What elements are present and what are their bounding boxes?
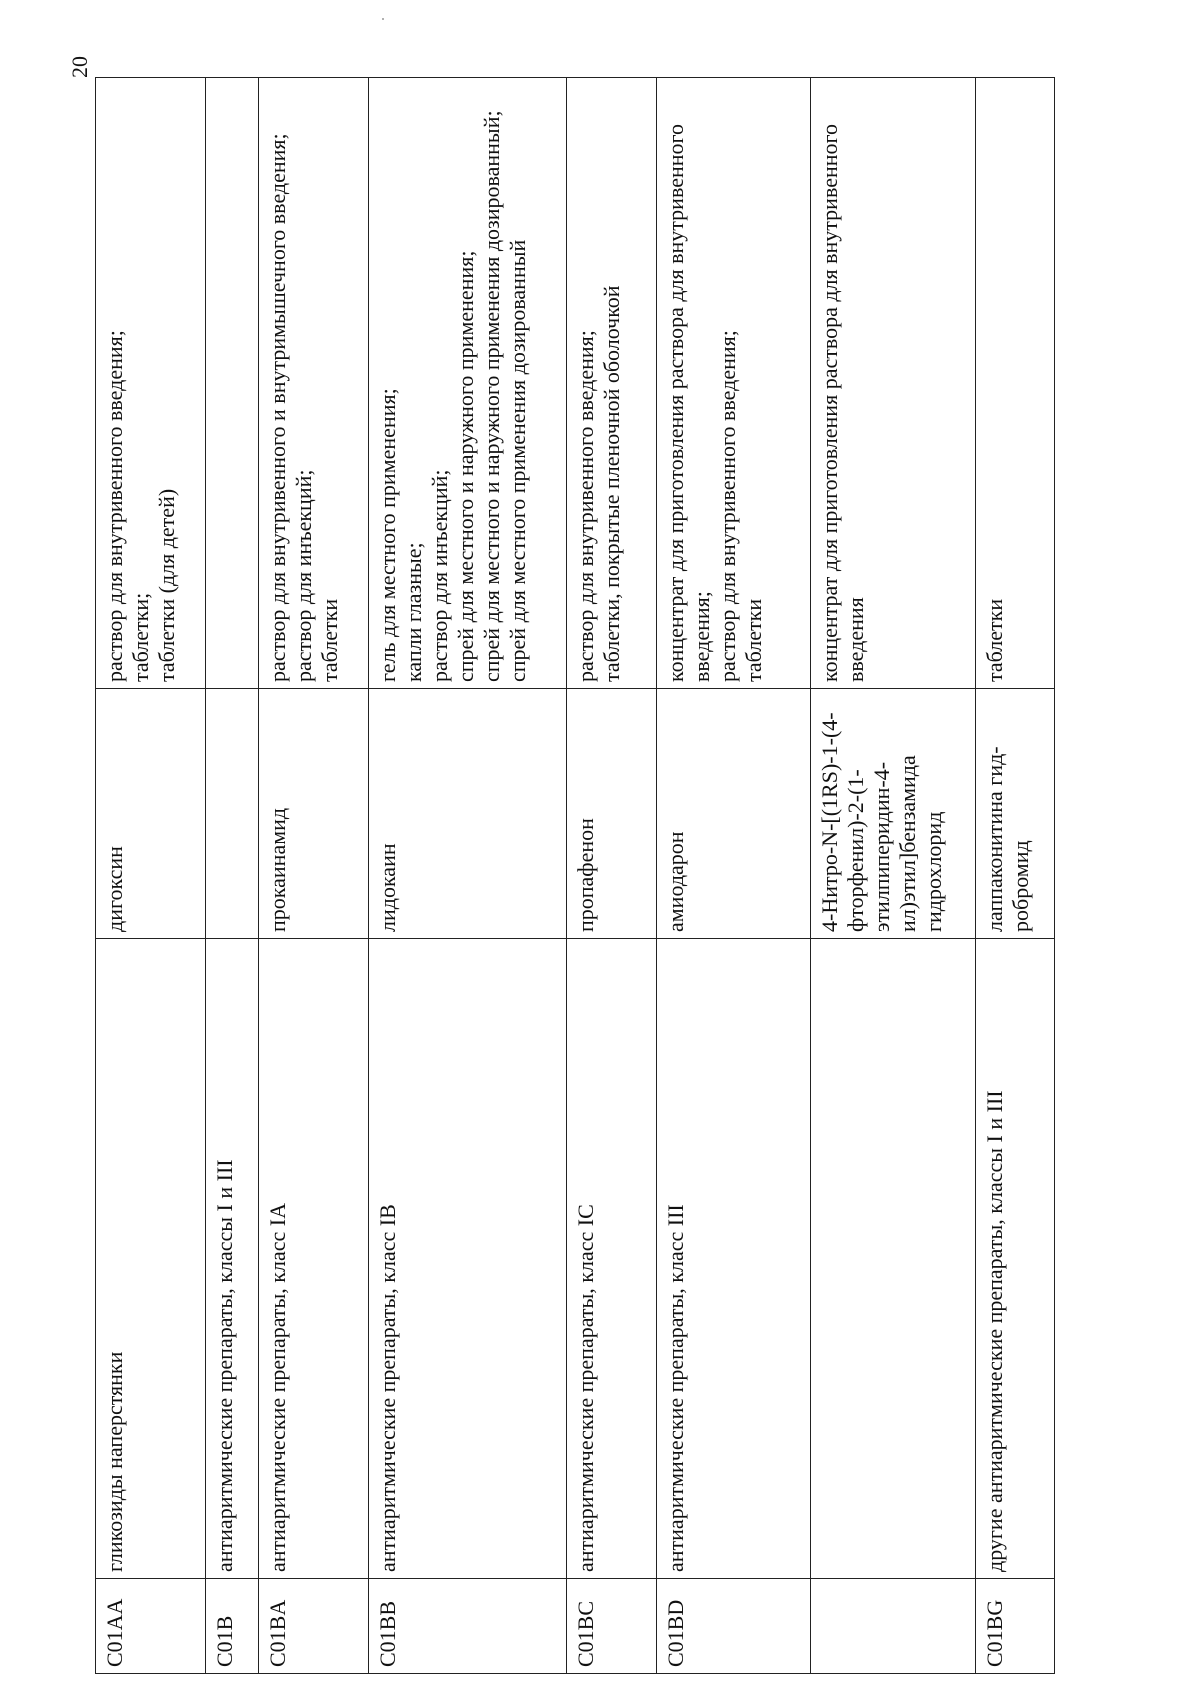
page-number: 20: [67, 56, 92, 78]
table-row: [810, 78, 975, 1674]
dosage-form-line: концентрат для приготовления раствора для внутривенного введения;: [662, 123, 714, 682]
atc-table: [95, 77, 1055, 1674]
dosage-form-line: таблетки;: [128, 592, 153, 682]
drug-name-cell: лаппаконитина гид-робромид: [975, 689, 1054, 939]
pharm-group-cell: антиаритмические препараты, класс IA: [258, 939, 368, 1579]
dosage-form-line: спрей для местного и наружного применения дозированный;: [478, 110, 504, 682]
pharm-group-cell: антиаритмические препараты, класс IB: [368, 939, 566, 1579]
drug-name-cell: дигоксин: [96, 689, 206, 939]
drug-name-cell: амиодарон: [656, 689, 810, 939]
drug-name-cell: пропафенон: [566, 689, 656, 939]
table-row: [566, 78, 656, 1674]
table-row: [368, 78, 566, 1674]
dosage-form-line: гель для местного применения;: [374, 388, 400, 682]
atc-code-cell: C01BA: [258, 1579, 368, 1674]
dosage-form-line: раствор для инъекций;: [426, 469, 452, 682]
dosage-form-line: таблетки: [740, 598, 766, 682]
dosage-form-line: таблетки: [316, 598, 342, 682]
dosage-form-line: спрей для местного и наружного применения;: [452, 250, 478, 682]
dosage-forms-cell: [368, 78, 566, 689]
dosage-form-line: таблетки: [981, 598, 1007, 682]
table-row: [258, 78, 368, 1674]
atc-code-cell: C01BD: [656, 1579, 810, 1674]
dosage-form-line: капли глазные;: [400, 542, 426, 682]
dosage-form-line: раствор для внутривенного и внутримышечного введения;: [264, 133, 290, 682]
dosage-form-line: раствор для внутривенного введения;: [572, 330, 598, 682]
pharm-group-cell: антиаритмические препараты, класс III: [656, 939, 810, 1579]
pharm-group-cell: гликозиды наперстянки: [96, 939, 206, 1579]
dosage-form-line: спрей для местного применения дозированный: [504, 239, 530, 682]
dosage-form-line: раствор для инъекций;: [290, 469, 316, 682]
atc-code-cell: C01BG: [975, 1579, 1054, 1674]
table-row: [205, 78, 258, 1674]
pharm-group-cell: антиаритмические препараты, класс IC: [566, 939, 656, 1579]
drug-name-cell: 4-Нитро-N-[(1RS)-1-(4-фторфенил)-2-(1-этилпиперидин-4-ил)этил]бензамида гидрохлорид: [810, 689, 975, 939]
dosage-forms-cell: [975, 78, 1054, 689]
table-row: [975, 78, 1054, 1674]
pharm-group-cell: другие антиаритмические препараты, классы I и III: [975, 939, 1054, 1579]
atc-code-cell: C01BC: [566, 1579, 656, 1674]
atc-code-cell: C01BB: [368, 1579, 566, 1674]
scan-speck: [382, 18, 384, 20]
document-table-rotated: [95, 77, 1055, 1674]
drug-name-cell: прокаинамид: [258, 689, 368, 939]
dosage-form-line: раствор для внутривенного введения;: [714, 330, 740, 682]
atc-code-cell: C01B: [205, 1579, 258, 1674]
dosage-forms-cell: [96, 78, 206, 689]
dosage-form-line: таблетки, покрытые пленочной оболочкой: [598, 285, 624, 682]
dosage-form-line: раствор для внутривенного введения;: [102, 330, 127, 682]
dosage-forms-cell: [205, 78, 258, 689]
atc-code-cell: C01AA: [96, 1579, 206, 1674]
dosage-form-line: концентрат для приготовления раствора для внутривенного введения: [816, 123, 868, 682]
dosage-forms-cell: [810, 78, 975, 689]
dosage-forms-cell: [566, 78, 656, 689]
dosage-forms-cell: [258, 78, 368, 689]
dosage-forms-cell: [656, 78, 810, 689]
atc-code-cell: [810, 1579, 975, 1674]
table-row: [656, 78, 810, 1674]
pharm-group-cell: антиаритмические препараты, классы I и III: [205, 939, 258, 1579]
pharm-group-cell: [810, 939, 975, 1579]
atc-table-body: [96, 78, 1055, 1674]
drug-name-cell: [205, 689, 258, 939]
dosage-form-line: таблетки (для детей): [154, 488, 179, 682]
drug-name-cell: лидокаин: [368, 689, 566, 939]
table-row: [96, 78, 206, 1674]
